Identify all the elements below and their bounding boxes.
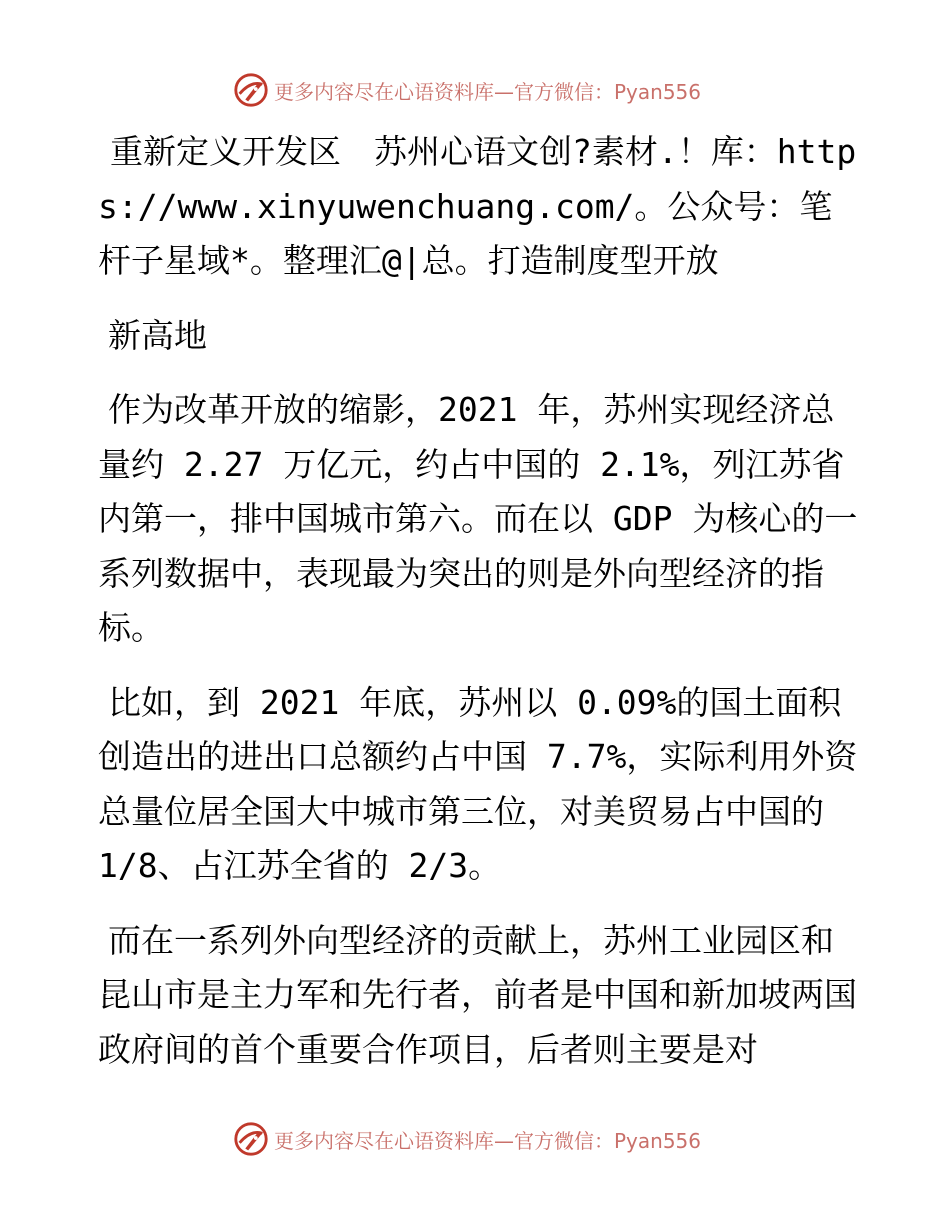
pen-logo-icon xyxy=(232,71,270,109)
footer-banner-text: 更多内容尽在心语资料库—官方微信：Pyan556 xyxy=(274,1128,702,1153)
document-body xyxy=(98,125,858,1097)
paragraph: 而在一系列外向型经济的贡献上，苏州工业园区和昆山市是主力军和先行者，前者是中国和新加坡两国政府间的首个重要合作项目，后者则主要是对 xyxy=(98,920,857,1069)
header-banner xyxy=(232,70,701,110)
pen-logo-icon xyxy=(232,1120,270,1158)
paragraph-subtitle: 新高地 xyxy=(108,315,207,355)
paragraph: 比如，到 2021 年底，苏州以 0.09%的国土面积创造出的进出口总额约占中国 7.7%，实际利用外资总量位居全国大中城市第三位，对美贸易占中国的 1/8、占江苏全省的 2/3。 xyxy=(98,682,858,885)
paragraph-title: 重新定义开发区 苏州心语文创?素材.！库：https://www.xinyuwenchuang.com/。公众号：笔杆子星域*。整理汇@|总。打造制度型开放 xyxy=(98,132,857,280)
header-banner-text: 更多内容尽在心语资料库—官方微信：Pyan556 xyxy=(274,79,702,104)
footer-banner xyxy=(232,1119,701,1159)
paragraph: 作为改革开放的缩影，2021 年，苏州实现经济总量约 2.27 万亿元，约占中国的 2.1%，列江苏省内第一，排中国城市第六。而在以 GDP 为核心的一系列数据中，表现最为突出的则是外向型经济的指标。 xyxy=(98,390,858,647)
